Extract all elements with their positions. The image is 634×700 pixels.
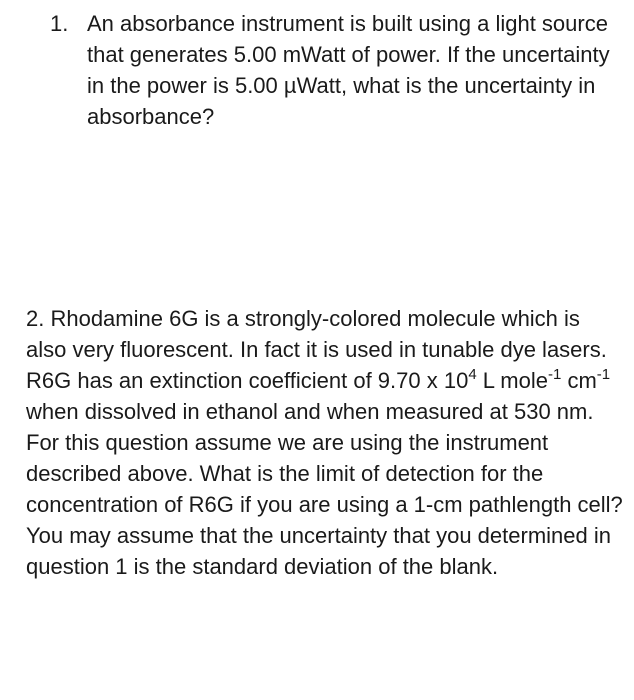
question-1-number: 1. [50, 11, 69, 36]
question-1 [50, 8, 620, 132]
extinction-coefficient-value: 9.70 x 10 [377, 368, 469, 393]
question-1-text: An absorbance instrument is built using a light source that generates 5.00 mWatt of power. If the uncertainty in the power is 5.00 µWatt, what is the uncertainty in absorbance? [87, 11, 610, 129]
unit-cm: cm [561, 368, 597, 393]
question-2 [26, 303, 626, 582]
unit-mole: L mole [476, 368, 548, 393]
question-2-text-end: when dissolved in ethanol and when measured at 530 nm. For this question assume we are using the instrument described above. What is the limit of detection for the concentration of R6G if you are using a 1-cm pathlength cell? You may assume that the uncertainty that you determined in question 1 is the standard deviation of the blank. [26, 399, 623, 579]
unit-cm-exponent: -1 [596, 366, 611, 383]
extinction-coefficient-exponent: 4 [468, 366, 477, 383]
unit-mole-exponent: -1 [547, 366, 562, 383]
question-2-text-start: 2. Rhodamine 6G is a strongly-colored molecule which is also very fluorescent. In fact it is used in tunable dye lasers. R6G has an extinction coefficient of [26, 306, 607, 393]
